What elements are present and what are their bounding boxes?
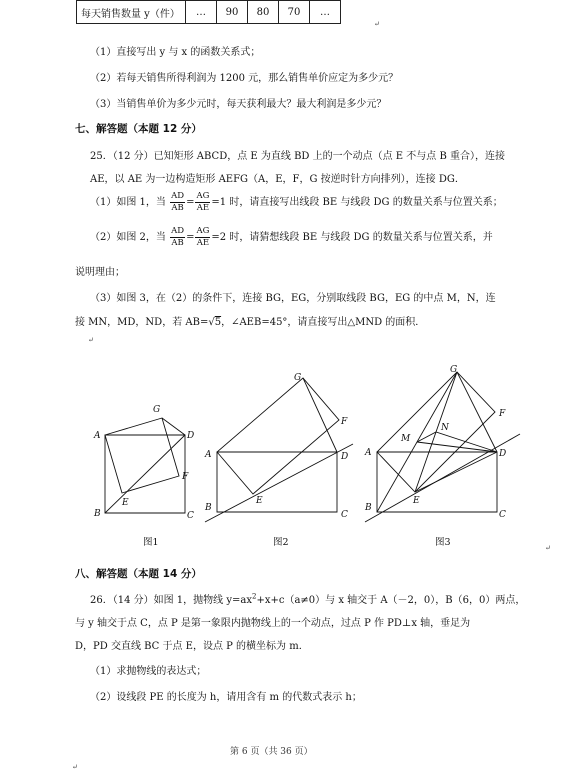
q25-part-3-line-2: [75, 313, 425, 328]
fig2-label-a: A: [205, 450, 212, 460]
q25-p1-suffix: 时，请直接写出线段 BE 与线段 DG 的数量关系与位置关系；: [229, 197, 503, 208]
fig1-line-dg: [162, 418, 185, 435]
frac-tail: =2: [211, 232, 227, 243]
frac-den: AE: [196, 238, 210, 248]
sales-table: [76, 0, 341, 24]
q26-line-3: D，PD 交直线 BC 于点 E，设点 P 的横坐标为 m．: [75, 641, 309, 652]
q25-p1-prefix: （1）如图 1，当: [90, 197, 166, 208]
table-label-cell: 每天销售数量 y（件）: [77, 1, 186, 24]
q25-part-2: （2）如图 2，当 $\frac{AD}{AB}$ = $\frac{AG}{AE}$ =2 时，请猜想线段 BE 与线段 DG 的数量关系与位置关系，并: [90, 226, 493, 248]
fig1-label-f: F: [182, 472, 189, 482]
fig1-square-aefg: [105, 418, 179, 493]
fraction-ag-ae: [195, 191, 210, 214]
fig2-caption: 图2: [273, 537, 289, 548]
fig3-label-e: E: [413, 496, 420, 506]
fig3-label-n: N: [441, 423, 449, 433]
fig3-label-c: C: [499, 510, 506, 520]
q26-line-1: [90, 591, 525, 606]
table-cell: …: [186, 1, 217, 24]
sqrt-symbol: √5: [208, 317, 222, 328]
q26-part-1: （1）求抛物线的表达式；: [90, 666, 207, 677]
fig1-label-a: A: [94, 431, 101, 441]
q26-part-2: （2）设线段 PE 的长度为 h，请用含有 m 的代数式表示 h；: [90, 692, 362, 703]
q24-part-2: （2）若每天销售所得利润为 1200 元，那么销售单价应定为多少元？: [90, 73, 399, 84]
q25-part-1: （1）如图 1，当 $\frac{AD}{AB}$ = $\frac{AG}{AE}$ =1 时，请直接写出线段 BE 与线段 DG 的数量关系与位置关系；: [90, 191, 503, 213]
fig2-rect-abcd: [217, 452, 337, 512]
figure-2: [205, 378, 353, 522]
q25-p3-b: ，∠AEB=45°，请直接写出△MND 的面积．: [221, 317, 426, 328]
q25-stem-line-1: 25．（12 分）已知矩形 ABCD，点 E 为直线 BD 上的一个动点（点 E 不与点 B 重合），连接: [90, 151, 505, 162]
fig3-line-dg: [457, 372, 497, 452]
figure-1: [105, 418, 185, 513]
table-cell: …: [310, 1, 341, 24]
section-7-heading: 七、解答题（本题 12 分）: [75, 123, 202, 135]
q24-part-1: （1）直接写出 y 与 x 的函数关系式；: [90, 47, 261, 58]
fig2-label-g: G: [294, 373, 302, 383]
q26-exponent: 2: [251, 592, 257, 601]
fig3-label-g: G: [450, 365, 458, 375]
frac-num: AD: [171, 226, 185, 236]
table-cell: 90: [217, 1, 248, 24]
q25-p2-line-2: 说明理由；: [75, 267, 125, 278]
frac-den: AB: [171, 238, 184, 248]
table-cell: 70: [279, 1, 310, 24]
q24-part-3: （3）当销售单价为多少元时，每天获利最大？最大利润是多少元？: [90, 99, 387, 110]
table-cell: 80: [248, 1, 279, 24]
paragraph-mark: ↵: [72, 763, 78, 771]
page-footer: 第 6 页（共 36 页）: [230, 747, 313, 757]
fig2-line-dg: [303, 378, 337, 452]
fig2-label-d: D: [341, 452, 349, 462]
paragraph-mark: ↵: [374, 20, 380, 28]
q25-p2-prefix: （2）如图 2，当: [90, 232, 166, 243]
figure-2-labels: [204, 373, 348, 520]
q25-p3-a: 接 MN，MD，ND，若 AB=: [75, 317, 209, 328]
fig2-label-c: C: [341, 510, 348, 520]
fig2-label-e: E: [256, 496, 263, 506]
fraction-ad-ab: [170, 226, 185, 249]
figure-3: [365, 372, 520, 522]
fraction-ad-ab: [170, 191, 185, 214]
q25-stem-line-2: AE，以 AE 为一边构造矩形 AEFG（A，E，F，G 按逆时针方向排列），连接 DG．: [90, 174, 465, 185]
q26-line1-a: 26．（14 分）如图 1，抛物线 y=ax: [90, 595, 252, 606]
figure-1-labels: [93, 405, 194, 521]
sqrt-radicand: 5: [214, 317, 222, 328]
frac-tail: =1: [211, 197, 227, 208]
fig2-line-bd: [205, 444, 353, 522]
fig1-label-d: D: [187, 431, 195, 441]
frac-den: AE: [196, 203, 210, 213]
fig3-caption: 图3: [435, 537, 451, 548]
fig1-caption: 图1: [143, 537, 159, 548]
q25-part-3-line-1: （3）如图 3，在（2）的条件下，连接 BG，EG，分别取线段 BG，EG 的中点 M，N，连: [90, 293, 496, 304]
fig1-label-e: E: [122, 498, 129, 508]
fig2-rect-aefg: [217, 378, 339, 494]
q26-line1-b: +x+c（a≠0）与 x 轴交于 A（－2，0），B（6，0）两点，: [256, 595, 526, 606]
fig1-label-g: G: [153, 405, 161, 415]
fig3-label-d: D: [499, 449, 507, 459]
fig1-line-bd: [105, 435, 185, 513]
frac-num: AD: [171, 191, 185, 201]
fig3-triangle-mnd: [417, 432, 497, 452]
paragraph-mark: ↵: [545, 544, 551, 552]
fig3-label-a: A: [365, 448, 372, 458]
paragraph-mark: ↵: [88, 336, 94, 344]
q26-line-2: 与 y 轴交于点 C，点 P 是第一象限内抛物线上的一个动点，过点 P 作 PD⊥x 轴，垂足为: [75, 618, 471, 629]
frac-num: AG: [196, 226, 210, 236]
geometry-figures: [75, 360, 535, 555]
fraction-ag-ae: [195, 226, 210, 249]
frac-den: AB: [171, 203, 184, 213]
fig2-label-b: B: [205, 503, 212, 513]
fig3-label-f: F: [499, 409, 506, 419]
frac-num: AG: [196, 191, 210, 201]
section-8-heading: 八、解答题（本题 14 分）: [75, 568, 202, 580]
fig2-label-f: F: [341, 417, 348, 427]
fig1-label-c: C: [187, 511, 194, 521]
q25-p2-suffix: 时，请猜想线段 BE 与线段 DG 的数量关系与位置关系，并: [229, 232, 493, 243]
fig1-label-b: B: [94, 509, 101, 519]
fig3-label-b: B: [365, 503, 372, 513]
fig3-label-m: M: [401, 434, 411, 444]
